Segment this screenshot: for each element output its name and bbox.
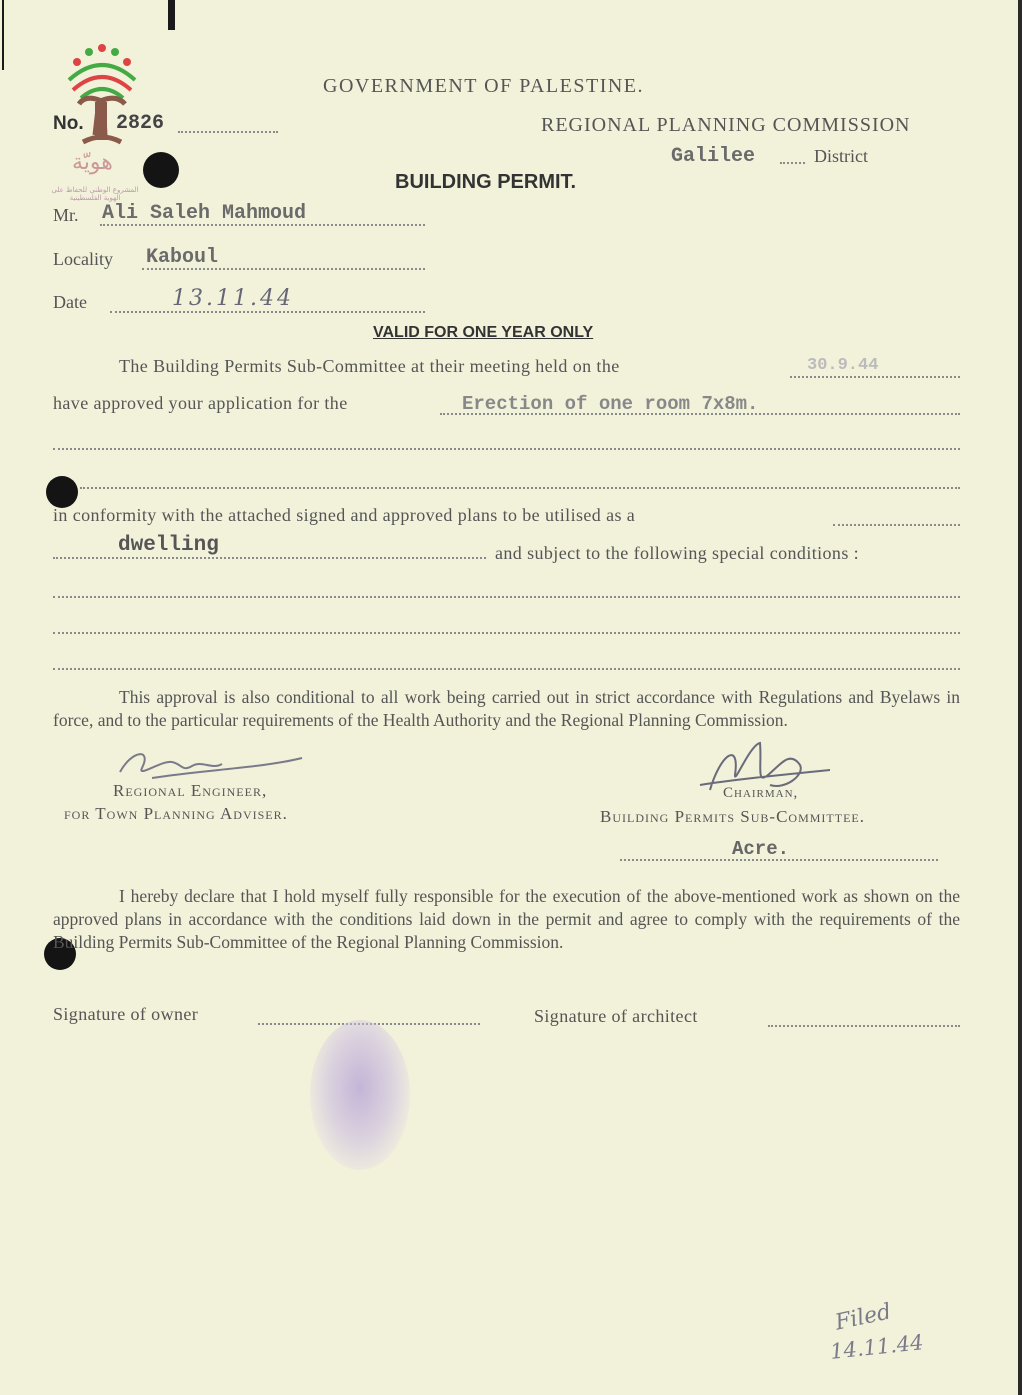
filed-date-annotation: 14.11.44: [829, 1330, 925, 1364]
watermark-arabic-word: هويّة: [72, 150, 113, 175]
mr-label: Mr.: [53, 205, 79, 225]
left-edge-mark: [2, 0, 4, 70]
left-signatory-title: Regional Engineer,: [113, 781, 268, 800]
engineer-signature: [112, 740, 312, 785]
government-heading: GOVERNMENT OF PALESTINE.: [323, 75, 645, 97]
conditions-dotted-line-3: [53, 668, 960, 670]
meeting-date-dotted-line: [790, 376, 960, 378]
date-label: Date: [53, 292, 87, 312]
locality-label: Locality: [53, 249, 113, 269]
architect-signature-dotted-line: [768, 1025, 960, 1027]
locality-dotted-line: [142, 268, 425, 270]
right-signatory-title: Chairman,: [723, 785, 799, 801]
blank-dotted-line-2: [80, 487, 960, 489]
place-value: Acre.: [732, 838, 790, 860]
commission-heading: REGIONAL PLANNING COMMISSION: [541, 114, 911, 136]
locality-value: Kaboul: [146, 246, 219, 269]
district-dotted-line: [780, 162, 805, 164]
conditions-text: and subject to the following special conditions :: [495, 543, 860, 563]
permit-number-dotted-line: [178, 131, 278, 133]
blank-dotted-line-1: [53, 448, 960, 450]
mr-dotted-line: [100, 224, 425, 226]
top-edge-mark: [168, 0, 175, 30]
conditions-dotted-line-1: [53, 596, 960, 598]
district-value: Galilee: [671, 145, 756, 168]
approval-paragraph: This approval is also conditional to all work being carried out in strict accordance with Regulations and Byelaws in force, and to the particular requirements of the Health Authority and the Regional Planning Commission.: [53, 687, 960, 730]
punch-hole-middle: [46, 476, 78, 508]
mr-value: Ali Saleh Mahmoud: [102, 202, 307, 225]
date-dotted-line: [110, 311, 425, 313]
approved-text: have approved your application for the: [53, 393, 348, 413]
declaration-paragraph: I hereby declare that I hold myself fully responsible for the execution of the above-mentioned work as shown on the approved plans in accordance with the conditions laid down in the permit and agree to comply with the requirements of the Building Permits Sub-Committee of the Regional Planning Commission.: [53, 886, 960, 952]
approved-work-value: Erection of one room 7x8m.: [462, 393, 759, 415]
use-leading-dotted-line: [53, 557, 486, 559]
meeting-date-value: 30.9.44: [807, 356, 879, 375]
architect-signature-label: Signature of architect: [534, 1006, 698, 1026]
left-signatory-subtitle: for Town Planning Adviser.: [64, 804, 288, 823]
punch-hole-top: [143, 152, 179, 188]
permit-number-value: 2826: [116, 112, 165, 135]
owner-thumbprint: [310, 1020, 410, 1170]
filed-annotation: Filed: [833, 1299, 894, 1336]
approved-dotted-line: [440, 413, 960, 415]
use-trailing-dotted-line: [833, 524, 960, 526]
meeting-text: The Building Permits Sub-Committee at their meeting held on the: [119, 356, 620, 376]
right-signatory-subtitle: Building Permits Sub-Committee.: [600, 807, 865, 826]
use-value: dwelling: [118, 534, 219, 557]
owner-signature-label: Signature of owner: [53, 1004, 199, 1024]
permit-number-label: No.: [53, 113, 84, 134]
place-dotted-line: [620, 859, 938, 861]
validity-notice: VALID FOR ONE YEAR ONLY: [373, 324, 594, 341]
date-value: 13.11.44: [172, 286, 294, 311]
conditions-dotted-line-2: [53, 632, 960, 634]
document-title: BUILDING PERMIT.: [395, 171, 577, 193]
district-label: District: [814, 146, 868, 166]
conformity-text: in conformity with the attached signed and approved plans to be utilised as a: [53, 505, 636, 525]
watermark-caption: المشروع الوطني للحفاظ على الهوية الفلسطينية: [51, 186, 139, 202]
